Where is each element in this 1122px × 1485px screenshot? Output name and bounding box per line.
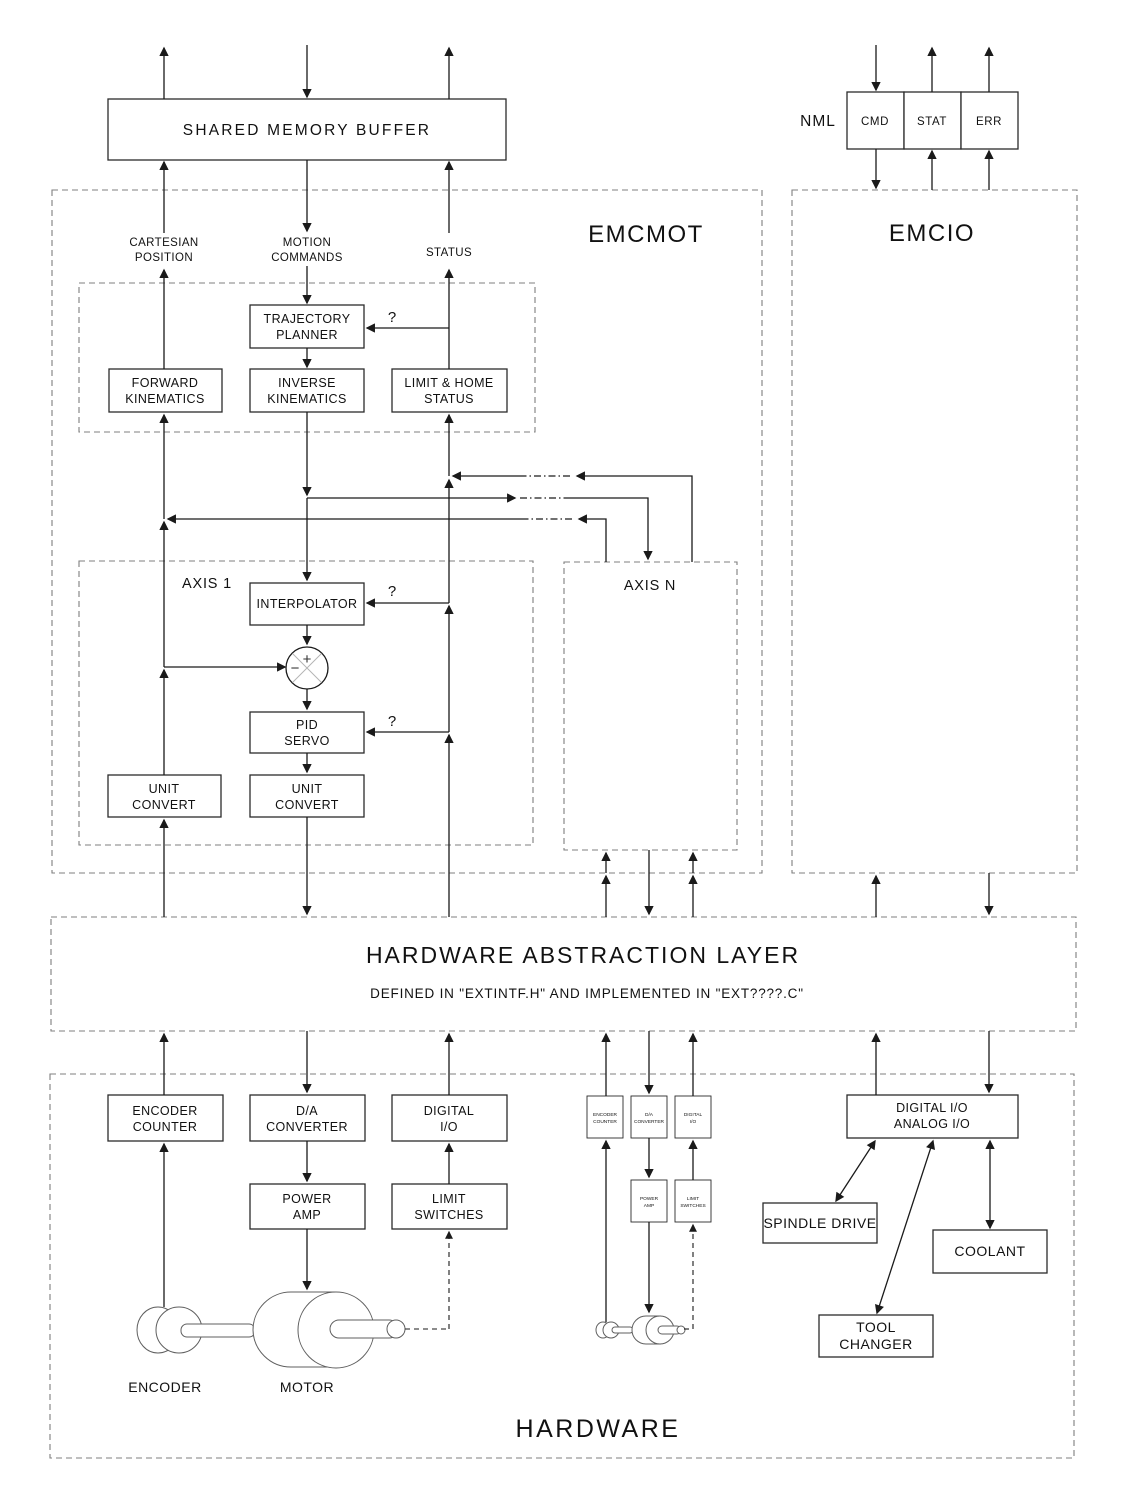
unit-convert-mid-box [250,775,364,817]
limit-home-status-box [392,369,507,412]
shared-memory-buffer-label: SHARED MEMORY BUFFER [182,122,432,139]
hal-subtitle: DEFINED IN "EXTINTF.H" AND IMPLEMENTED IN "EXT????.C" [370,986,804,1001]
unit-convert-left-box [108,775,221,817]
mini-da-converter-label-1: D/A [645,1113,653,1118]
nml-err-label: ERR [975,116,1003,128]
coolant-box [933,1230,1047,1273]
nml-stat-box [904,92,961,149]
power-amp-box [250,1184,365,1229]
mini-encoder-counter-label-2: COUNTER [593,1120,617,1125]
summing-junction [286,647,328,689]
tool-changer-label-2: CHANGER [839,1336,913,1352]
inverse-kinematics-box [250,369,364,412]
encoder-counter-label-2: COUNTER [132,1120,198,1134]
inverse-kinematics-label-1: INVERSE [278,376,336,390]
emcio-region [792,190,1077,873]
encoder-counter-label-1: ENCODER [132,1104,198,1118]
nml-stat-label: STAT [916,116,948,128]
digital-io-label-2: I/O [440,1120,458,1134]
spindle-drive-box [763,1203,877,1243]
mini-encoder-counter-box [587,1096,623,1138]
hal-title: HARDWARE ABSTRACTION LAYER [365,942,801,968]
limit-switches-box [392,1184,507,1229]
hardware-label: HARDWARE [515,1415,681,1443]
axis-n-region [564,562,737,850]
mini-da-converter-box [631,1096,667,1138]
question-mark-trajectory: ? [387,309,397,326]
digital-io-label-1: DIGITAL [423,1104,475,1118]
encoder-counter-box [108,1095,223,1141]
emcmot-region [52,190,762,873]
motor-label: MOTOR [279,1379,335,1395]
nml-err-box [961,92,1018,149]
axis1-label: AXIS 1 [182,576,232,592]
motion-commands-label-2: COMMANDS [271,252,343,264]
mini-power-amp-box [631,1180,667,1222]
emcmot-label: EMCMOT [588,221,704,248]
tool-changer-box [819,1315,933,1357]
mini-limit-switches-label-1: LIMIT [686,1197,700,1202]
unit-convert-left-label-1: UNIT [148,782,180,796]
forward-kinematics-box [109,369,222,412]
coolant-label: COOLANT [954,1243,1026,1259]
digital-io-box [392,1095,507,1141]
signal-labels [129,237,472,264]
motion-commands-label-1: MOTION [282,237,332,249]
shared-memory-buffer-box [108,99,506,160]
trajectory-planner-label-1: TRAJECTORY [263,312,351,326]
limit-switches-label-2: SWITCHES [414,1208,484,1222]
summing-minus-sign: − [290,660,300,677]
forward-kinematics-label-1: FORWARD [131,376,199,390]
limit-home-status-label-1: LIMIT & HOME [404,376,494,390]
nml-label: NML [800,113,836,130]
summing-plus-sign: + [302,651,312,668]
axis-n-label: AXIS N [623,578,677,594]
encoder-label: ENCODER [128,1379,202,1395]
cartesian-position-label-2: POSITION [134,252,194,264]
mini-power-amp-label-1: POWER [639,1197,659,1202]
mini-encoder-counter-label-1: ENCODER [593,1113,617,1118]
emcio-label: EMCIO [888,220,976,247]
mini-power-amp-label-2: AMP [643,1204,655,1209]
pid-servo-label-1: PID [295,718,319,732]
nml-cmd-box [847,92,904,149]
mini-digital-io-label-2: I/O [689,1120,697,1125]
nml-cmd-label: CMD [861,116,889,128]
mini-da-converter-label-2: CONVERTER [633,1120,665,1125]
mini-encoder-motor-graphic [596,1316,685,1344]
trajectory-planner-label-2: PLANNER [276,328,338,342]
limit-home-status-label-2: STATUS [424,392,474,406]
digital-analog-io-label-1: DIGITAL I/O [896,1101,968,1115]
cartesian-position-label-1: CARTESIAN [129,237,199,249]
da-converter-label-2: CONVERTER [266,1120,348,1134]
digital-analog-io-label-2: ANALOG I/O [893,1117,971,1131]
forward-kinematics-label-2: KINEMATICS [125,392,205,406]
question-mark-interpolator: ? [387,583,397,600]
status-label: STATUS [425,247,473,259]
question-mark-pid: ? [387,713,397,730]
trajectory-planner-box [250,305,364,348]
spindle-drive-label: SPINDLE DRIVE [763,1215,877,1231]
limit-switches-label-1: LIMIT [432,1192,466,1206]
mini-limit-switches-label-2: SWITCHES [680,1204,706,1209]
inverse-kinematics-label-2: KINEMATICS [267,392,347,406]
mini-digital-io-label-1: DIGITAL [683,1113,703,1118]
interpolator-label: INTERPOLATOR [256,597,358,611]
digital-analog-io-box [847,1095,1018,1138]
da-converter-box [250,1095,365,1141]
power-amp-label-2: AMP [292,1208,322,1222]
pid-servo-label-2: SERVO [284,734,330,748]
mini-digital-io-box [675,1096,711,1138]
unit-convert-mid-label-2: CONVERT [275,798,339,812]
hal-region [51,917,1076,1031]
motor-graphic [181,1292,405,1368]
interpolator-box [250,583,364,625]
unit-convert-left-label-2: CONVERT [132,798,196,812]
power-amp-label-1: POWER [282,1192,332,1206]
da-converter-label-1: D/A [295,1104,319,1118]
mini-limit-switches-box [675,1180,711,1222]
pid-servo-box [250,712,364,753]
tool-changer-label-1: TOOL [856,1319,896,1335]
unit-convert-mid-label-1: UNIT [291,782,323,796]
